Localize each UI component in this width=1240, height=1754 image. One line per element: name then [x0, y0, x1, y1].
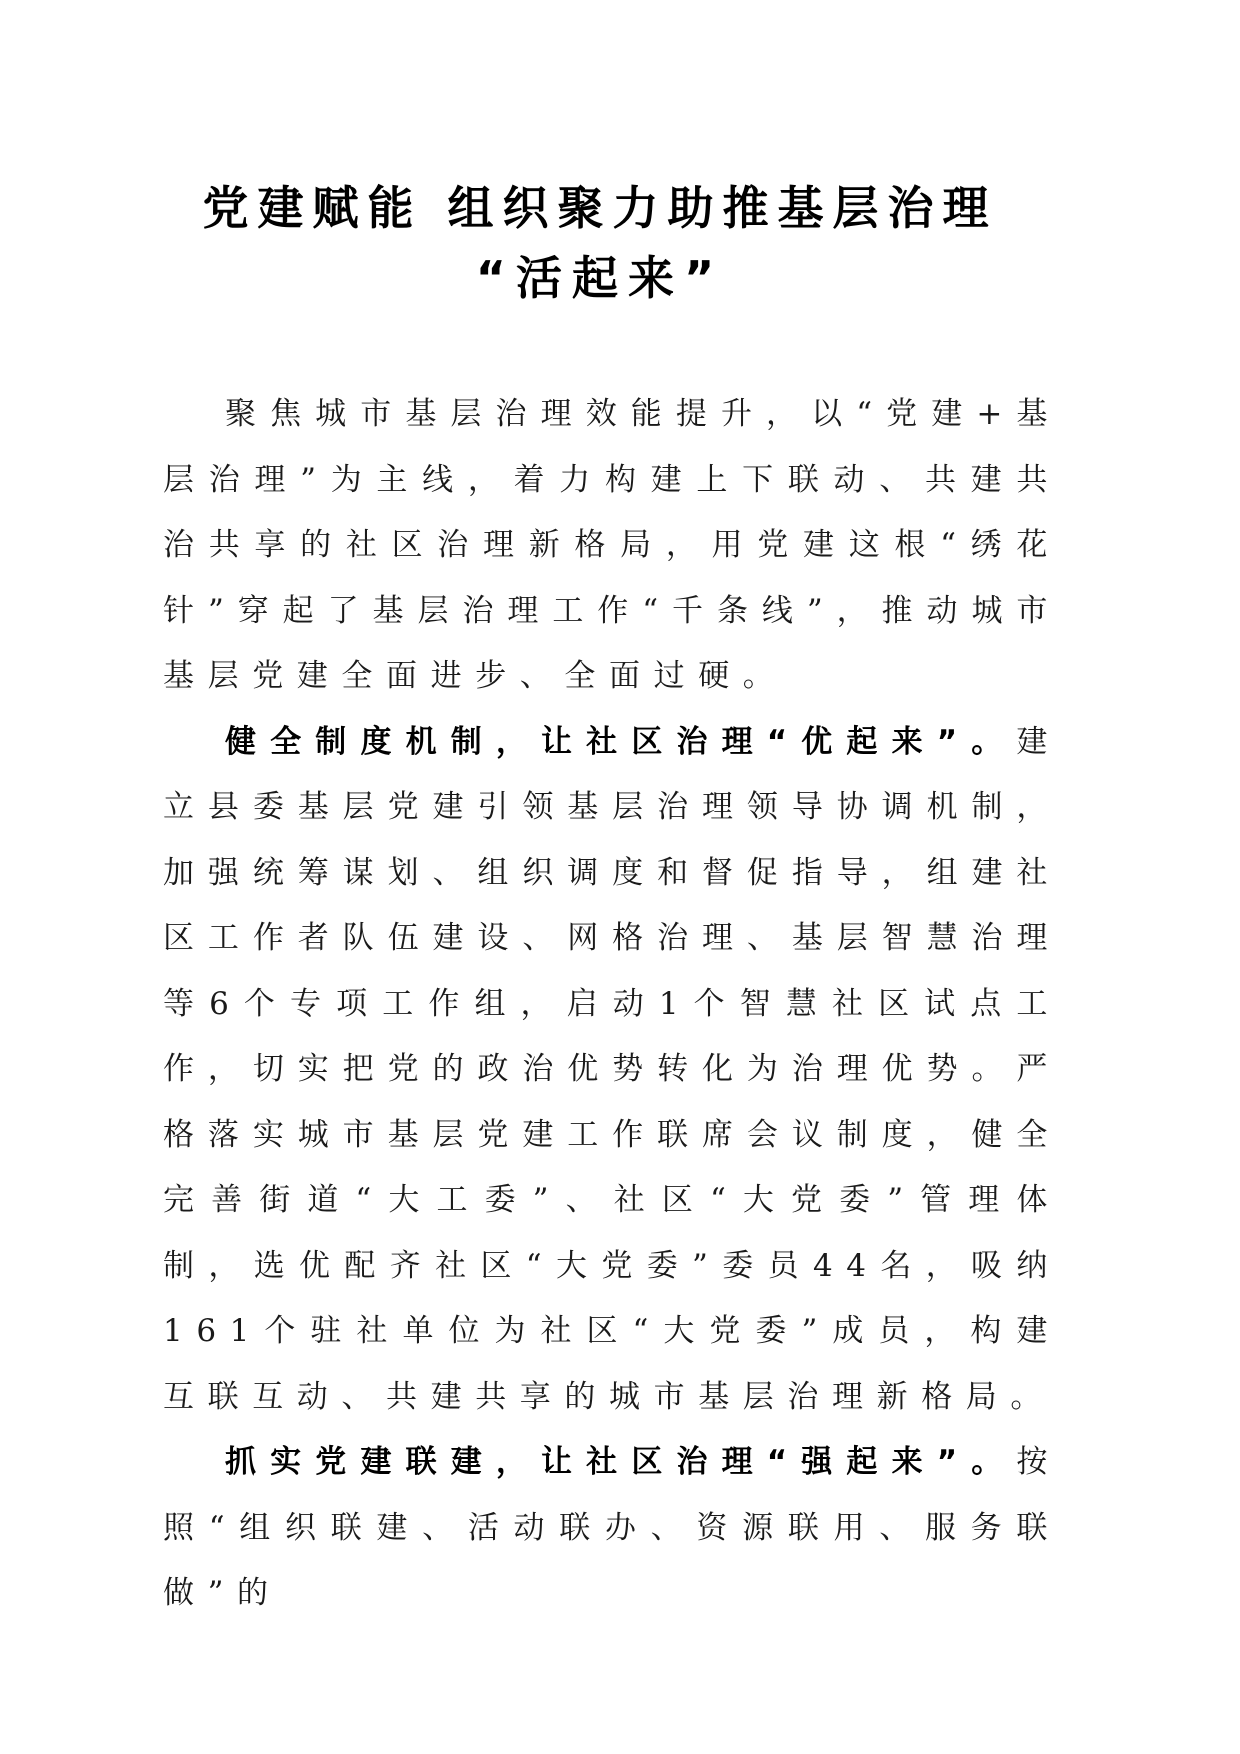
document-title-line-1: 党建赋能 组织聚力助推基层治理 [202, 181, 998, 235]
paragraph-party-building [163, 1430, 1061, 1627]
document-title-line-2: “活起来” [475, 251, 725, 305]
paragraph-text: 建立县委基层党建引领基层治理领导协调机制，加强统筹谋划、组织调度和督促指导，组建社区工作者队伍建设、网格治理、基层智慧治理等6个专项工作组，启动1个智慧社区试点工作，切实把党的政治优势转化为治理优势。严格落实城市基层党建工作联席会议制度，健全完善街道“大工委”、社区“大党委”管理体制，选优配齐社区“大党委”委员44名，吸纳161个驻社单位为社区“大党委”成员，构建互联互动、共建共享的城市基层治理新格局。 [163, 723, 1061, 1415]
paragraph-system-mechanism [163, 710, 1061, 1431]
paragraph-intro-text: 聚焦城市基层治理效能提升，以“党建+基层治理”为主线，着力构建上下联动、共建共治共享的社区治理新格局，用党建这根“绣花针”穿起了基层治理工作“千条线”，推动城市基层党建全面进步、全面过硬。 [163, 396, 1061, 694]
paragraph-heading: 健全制度机制，让社区治理“优起来”。 [225, 723, 1017, 760]
document-body [163, 382, 1061, 1627]
paragraph-text: 按照“组织联建、活动联办、资源联用、服务联做”的 [163, 1444, 1061, 1611]
paragraph-heading: 抓实党建联建，让社区治理“强起来”。 [225, 1444, 1017, 1480]
paragraph-intro [163, 382, 1061, 710]
